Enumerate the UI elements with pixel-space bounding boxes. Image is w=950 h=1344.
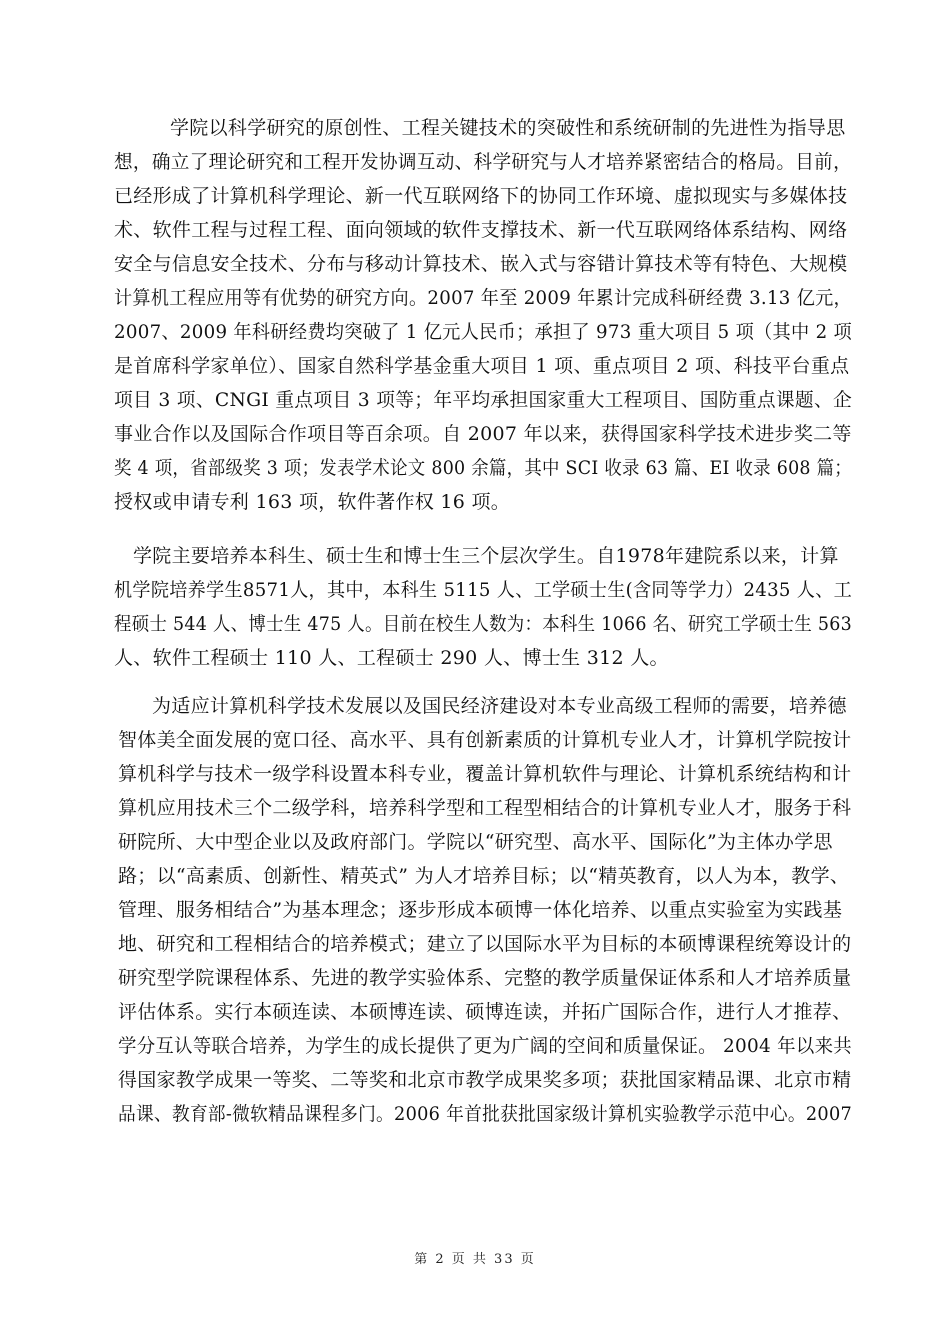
text-line: 评估体系。实行本硕连读、本硕博连读、硕博连读，并拓广国际合作，进行人才推荐、 [118, 1001, 852, 1023]
text-line: 为适应计算机科学技术发展以及国民经济建设对本专业高级工程师的需要，培养德 [152, 695, 847, 717]
text-line: 授权或申请专利 163 项，软件著作权 16 项。 [114, 491, 511, 513]
page-number-footer: 第 2 页 共 33 页 [414, 1252, 536, 1267]
text-line: 想，确立了理论研究和工程开发协调互动、科学研究与人才培养紧密结合的格局。目前， [114, 151, 853, 173]
text-line: 人、软件工程硕士 110 人、工程硕士 290 人、博士生 312 人。 [114, 647, 669, 669]
text-line: 已经形成了计算机科学理论、新一代互联网络下的协同工作环境、虚拟现实与多媒体技 [114, 185, 848, 207]
text-line: 地、研究和工程相结合的培养模式；建立了以国际水平为目标的本硕博课程统筹设计的 [118, 933, 852, 955]
text-line: 研院所、大中型企业以及政府部门。学院以“研究型、高水平、国际化”为主体办学思 [118, 831, 833, 853]
text-line: 得国家教学成果一等奖、二等奖和北京市教学成果奖多项；获批国家精品课、北京市精 [118, 1069, 852, 1091]
text-line: 品课、教育部-微软精品课程多门。2006 年首批获批国家级计算机实验教学示范中心。2007 [118, 1103, 853, 1125]
text-line: 算机科学与技术一级学科设置本科专业，覆盖计算机软件与理论、计算机系统结构和计 [118, 763, 852, 785]
text-line: 2007、2009 年科研经费均突破了 1 亿元人民币；承担了 973 重大项目 5 项（其中 2 项 [114, 321, 852, 343]
text-line: 奖 4 项，省部级奖 3 项；发表学术论文 800 余篇，其中 SCI 收录 63 篇、EI 收录 608 篇； [114, 457, 853, 479]
text-line: 管理、服务相结合”为基本理念；逐步形成本硕博一体化培养、以重点实验室为实践基 [118, 899, 843, 921]
text-line: 项目 3 项、CNGI 重点项目 3 项等；年平均承担国家重大工程项目、国防重点课题、企 [114, 389, 853, 411]
text-line: 算机应用技术三个二级学科，培养科学型和工程型相结合的计算机专业人才，服务于科 [118, 797, 852, 819]
text-line: 研究型学院课程体系、先进的教学实验体系、完整的教学质量保证体系和人才培养质量 [118, 967, 852, 989]
text-line: 智体美全面发展的宽口径、高水平、具有创新素质的计算机专业人才，计算机学院按计 [118, 729, 852, 751]
text-line: 机学院培养学生8571人，其中，本科生 5115 人、工学硕士生(含同等学力）2435 人、工 [114, 579, 853, 601]
text-line: 学院以科学研究的原创性、工程关键技术的突破性和系统研制的先进性为指导思 [170, 117, 846, 139]
text-line: 事业合作以及国际合作项目等百余项。自 2007 年以来，获得国家科学技术进步奖二等 [114, 423, 852, 445]
text-line: 安全与信息安全技术、分布与移动计算技术、嵌入式与容错计算技术等有特色、大规模 [114, 253, 848, 275]
text-line: 路；以“高素质、创新性、精英式” 为人才培养目标；以“精英教育，以人为本，教学、 [118, 865, 850, 887]
text-line: 程硕士 544 人、博士生 475 人。目前在校生人数为：本科生 1066 名、研究工学硕士生 563 [114, 613, 852, 635]
text-line: 计算机工程应用等有优势的研究方向。2007 年至 2009 年累计完成科研经费 3.13 亿元， [114, 287, 853, 309]
text-line: 是首席科学家单位）、国家自然科学基金重大项目 1 项、重点项目 2 项、科技平台重点 [114, 355, 850, 377]
text-line: 术、软件工程与过程工程、面向领域的软件支撑技术、新一代互联网络体系结构、网络 [114, 219, 848, 241]
text-line: 学分互认等联合培养，为学生的成长提供了更为广阔的空间和质量保证。 2004 年以来共 [118, 1035, 853, 1057]
text-line: 学院主要培养本科生、硕士生和博士生三个层次学生。自1978年建院系以来，计算 [133, 545, 839, 567]
